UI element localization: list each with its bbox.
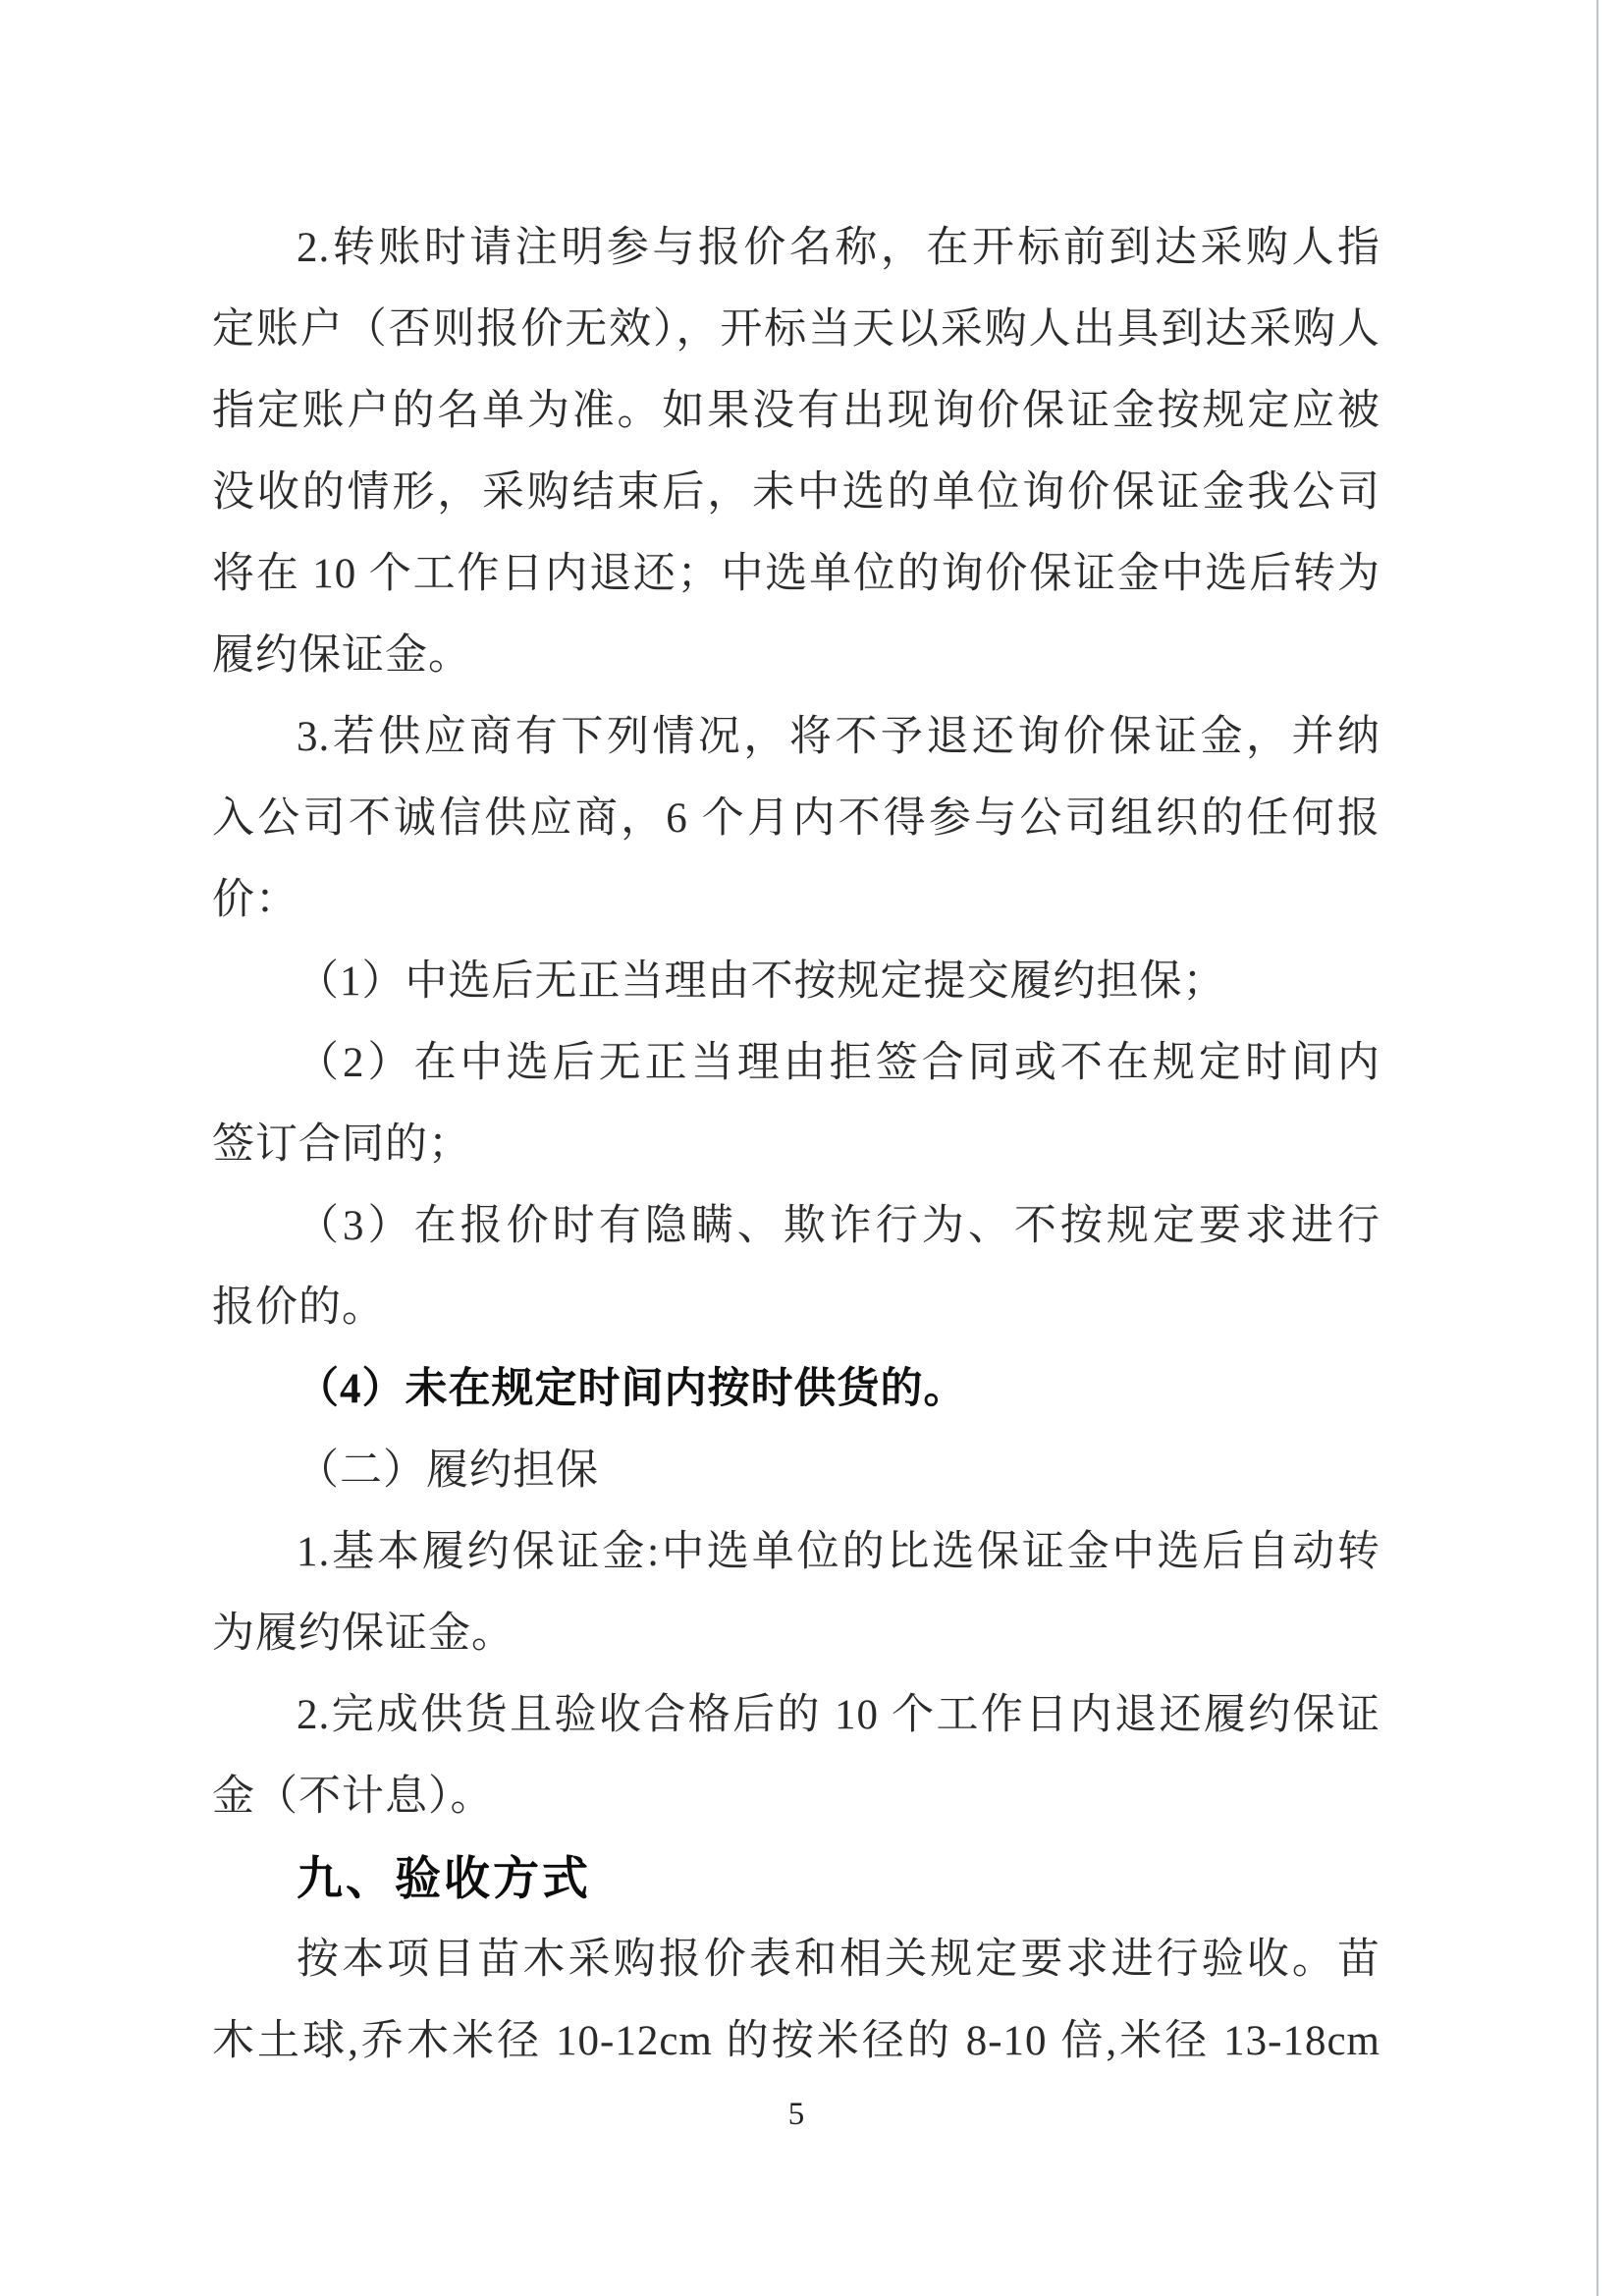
text-line: 签订合同的； <box>212 1121 471 1168</box>
text-line: 将在 10 个工作日内退还；中选单位的询价保证金中选后转为 <box>212 551 1380 597</box>
text-line: 为履约保证金。 <box>212 1611 514 1657</box>
text-line: 金（不计息）。 <box>212 1774 494 1820</box>
text-line: 2.完成供货且验收合格后的 10 个工作日内退还履约保证 <box>297 1692 1380 1738</box>
text-line: 1.基本履约保证金:中选单位的比选保证金中选后自动转 <box>297 1529 1380 1575</box>
text-line: 没收的情形，采购结束后，未中选的单位询价保证金我公司 <box>212 469 1380 516</box>
section-heading-acceptance-method: 九、验收方式 <box>297 1852 591 1904</box>
clause-item-4: （4）未在规定时间内按时供货的。 <box>297 1366 967 1412</box>
page-number: 5 <box>787 2097 805 2132</box>
text-line: 履约保证金。 <box>212 632 471 679</box>
text-line: 报价的。 <box>212 1285 385 1331</box>
clause-item-1: （1）中选后无正当理由不按规定提交履约担保； <box>297 958 1226 1005</box>
text-line: 价： <box>212 877 298 923</box>
text-line: 按本项目苗木采购报价表和相关规定要求进行验收。苗 <box>297 1937 1380 1983</box>
text-line: 定账户（否则报价无效），开标当天以采购人出具到达采购人 <box>212 306 1380 353</box>
document-text-block <box>212 207 1380 2082</box>
scan-edge-artifact-line <box>1596 0 1598 2296</box>
text-line: 入公司不诚信供应商，6 个月内不得参与公司组织的任何报 <box>212 795 1380 842</box>
subsection-heading-performance-bond: （二）履约担保 <box>297 1448 599 1494</box>
text-line: 2.转账时请注明参与报价名称，在开标前到达采购人指 <box>297 225 1380 271</box>
text-line: 3.若供应商有下列情况，将不予退还询价保证金，并纳 <box>297 714 1380 760</box>
text-line: 指定账户的名单为准。如果没有出现询价保证金按规定应被 <box>212 388 1380 434</box>
clause-item-3: （3）在报价时有隐瞒、欺诈行为、不按规定要求进行 <box>297 1203 1380 1249</box>
text-line: 木土球,乔木米径 10-12cm 的按米径的 8-10 倍,米径 13-18cm <box>212 2018 1380 2064</box>
clause-item-2: （2）在中选后无正当理由拒签合同或不在规定时间内 <box>297 1040 1380 1086</box>
